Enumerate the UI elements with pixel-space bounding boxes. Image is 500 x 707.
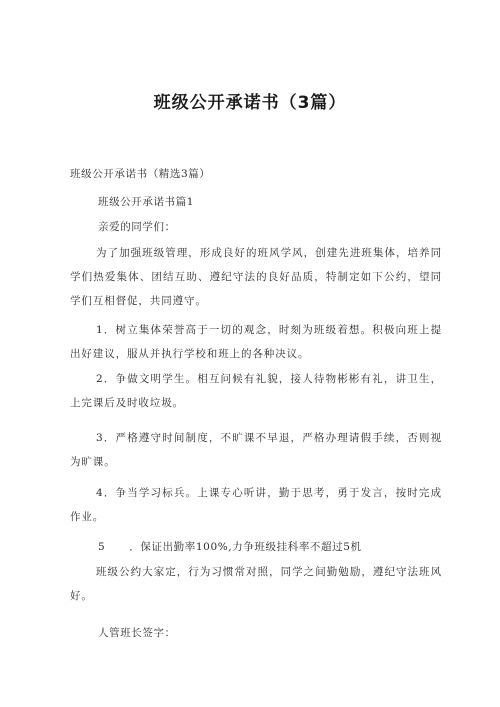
closing-paragraph: 班级公约大家定，行为习惯常对照，同学之间勤勉励，遵纪守法班风好。 bbox=[70, 566, 442, 602]
rule-item-2: 2．争做文明学生。相互问候有礼貌，接人待物彬彬有礼，讲卫生，上完课后及时收垃圾。 bbox=[70, 373, 442, 409]
rule-item-3: 3．严格遵守时间制度，不旷课不早退，严格办理请假手续，否则视为旷课。 bbox=[70, 432, 442, 468]
document-title: 班级公开承诺书（3篇） bbox=[153, 93, 347, 113]
section-heading: 班级公开承诺书篇1 bbox=[98, 196, 195, 208]
salutation: 亲爱的同学们： bbox=[98, 221, 176, 233]
signature-label: 人管班长签字： bbox=[98, 627, 176, 639]
rule-item-5 bbox=[98, 540, 362, 554]
rule-item-1: 1．树立集体荣誉高于一切的观念，时刻为班级着想。积极向班上提出好建议，服从并执行学校和班上的各种决议。 bbox=[70, 324, 442, 360]
rule-5-text: ．保证出勤率100%,力争班级挂科率不超过5机 bbox=[129, 541, 362, 553]
intro-line: 班级公开承诺书（精选3篇） bbox=[70, 168, 211, 180]
opening-paragraph: 为了加强班级管理，形成良好的班风学风，创建先进班集体，培养同学们热爱集体、团结互助、遵纪守法的良好品质，特制定如下公约，望同学们互相督促，共同遵守。 bbox=[70, 247, 442, 307]
rule-item-4: 4．争当学习标兵。上课专心听讲，勤于思考，勇于发言，按时完成作业。 bbox=[70, 487, 442, 523]
rule-5-number: 5 bbox=[98, 541, 106, 553]
